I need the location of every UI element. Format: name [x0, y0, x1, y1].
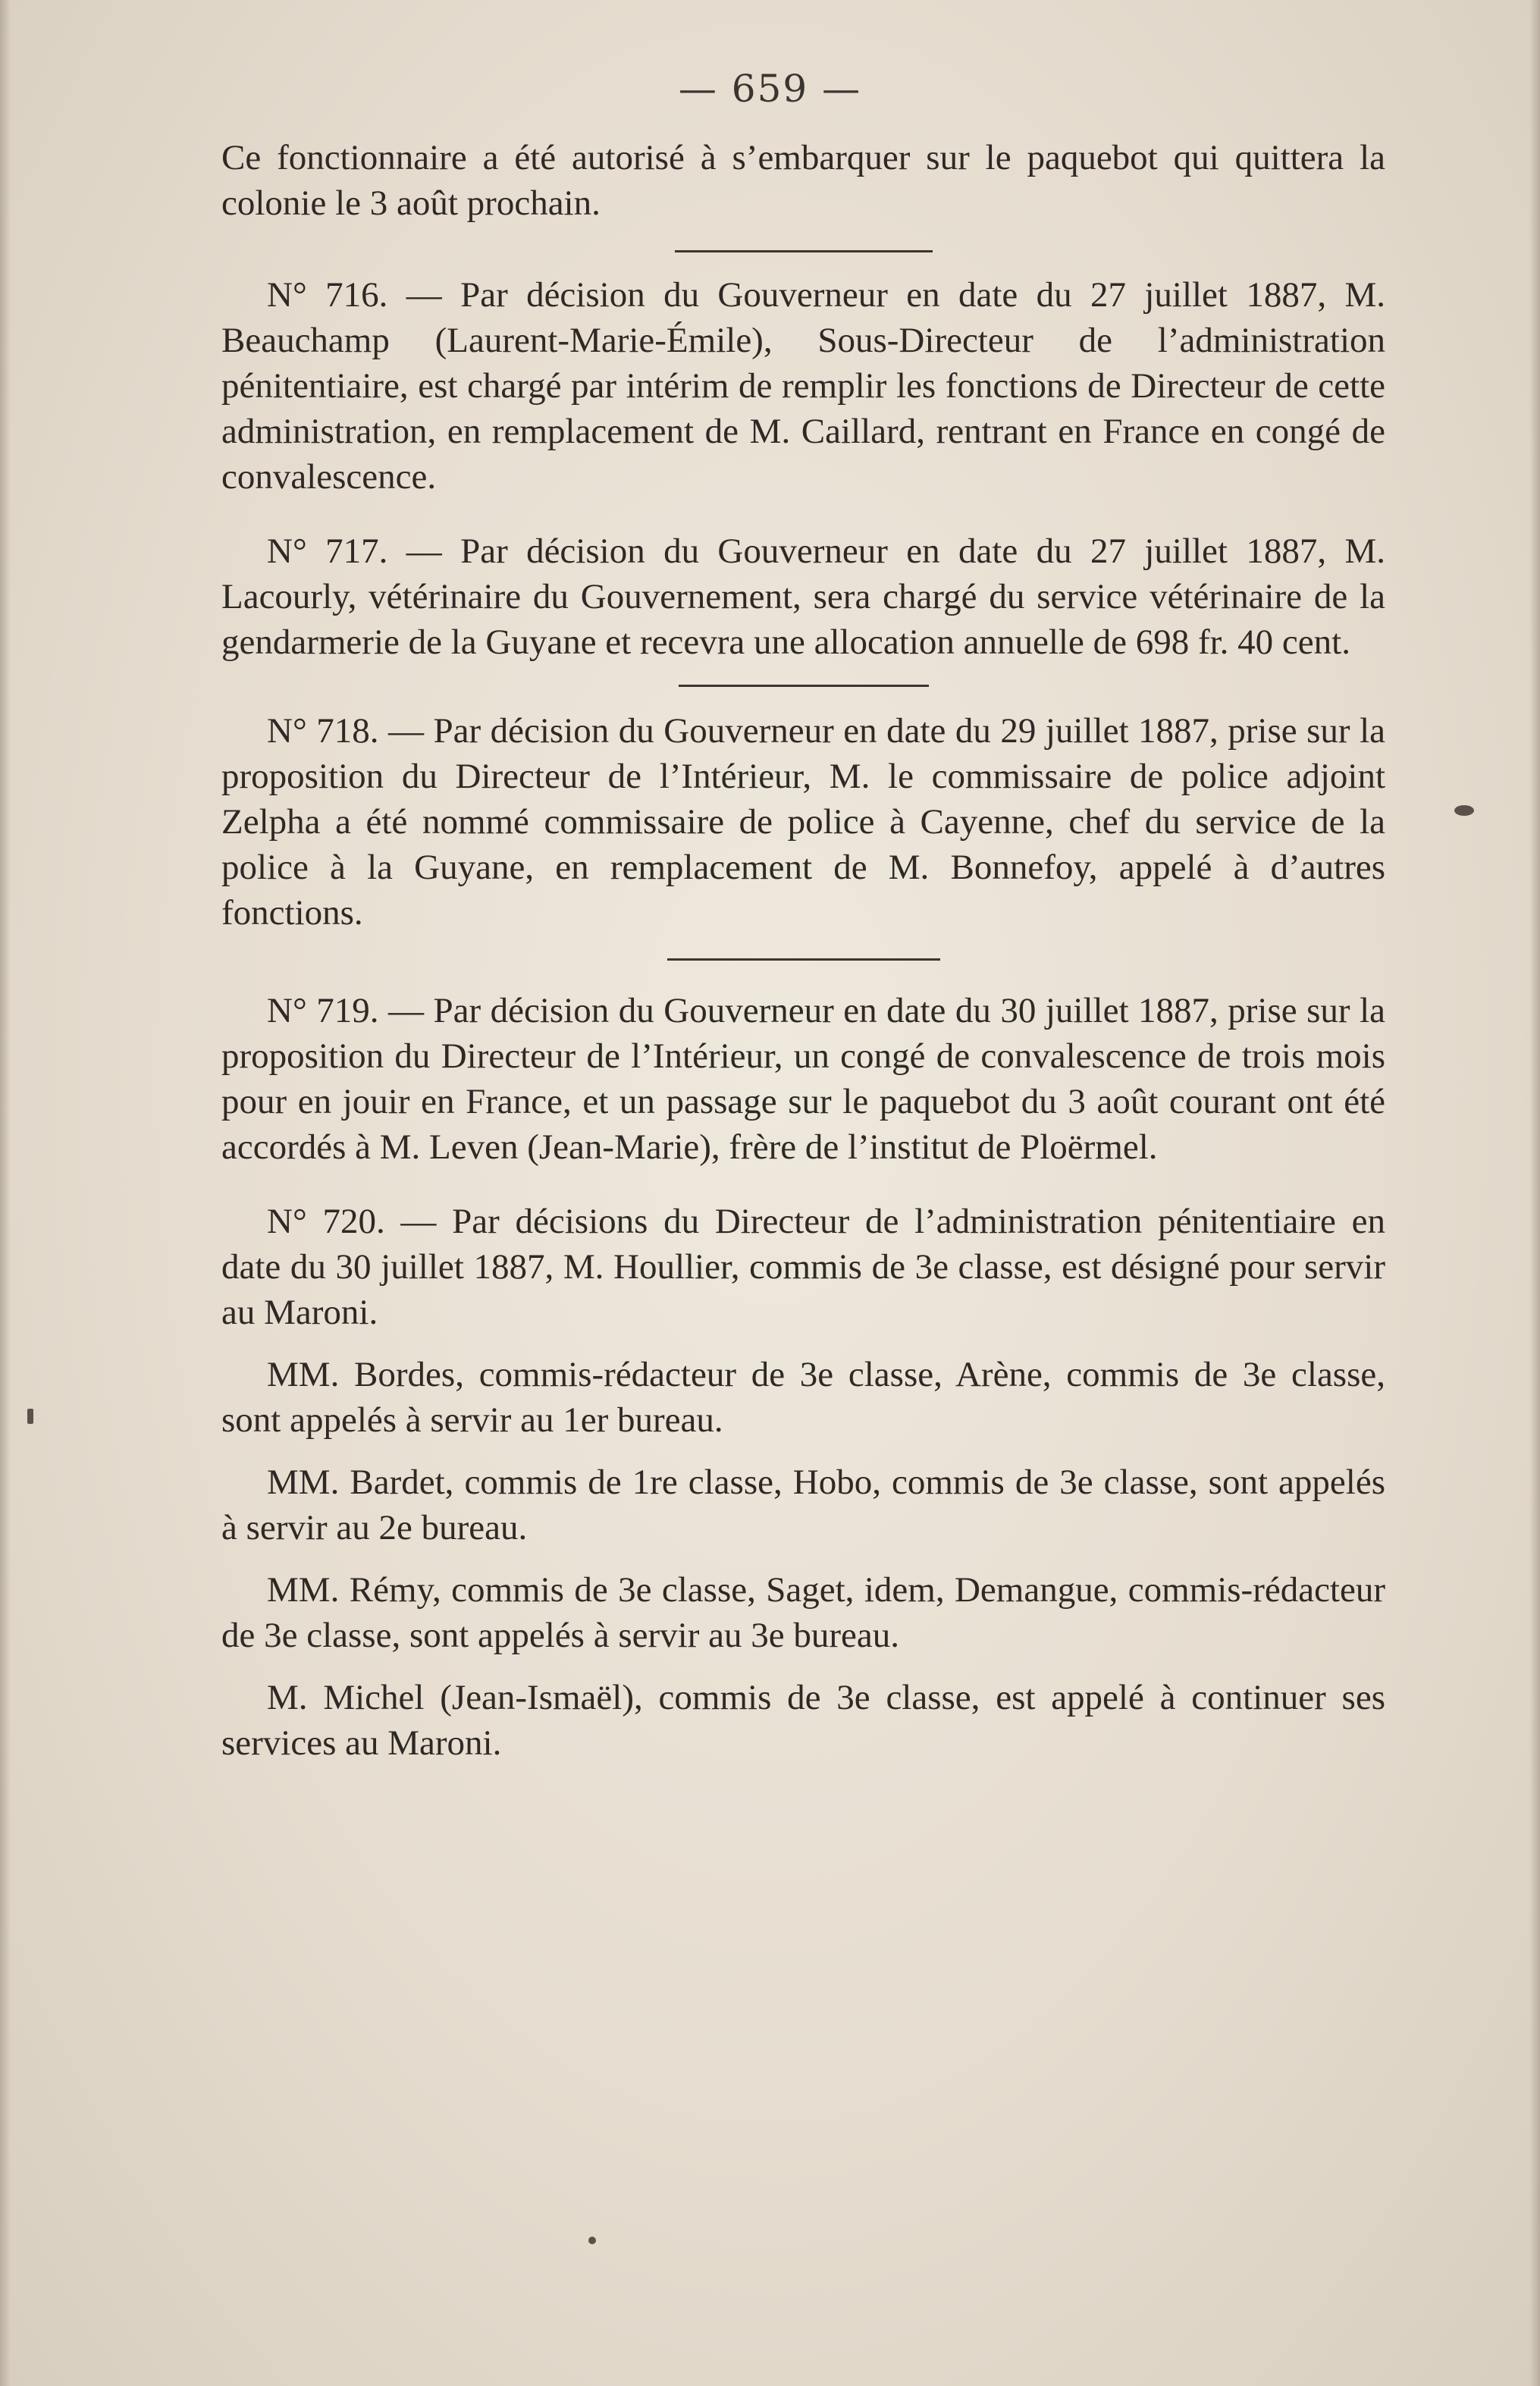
decision-720-bureau-3: MM. Rémy, commis de 3e classe, Saget, idem, Demangue, commis-rédacteur de 3e classe, sont appelés à servir au 3e bureau.	[221, 1570, 1385, 1655]
page-edge-right	[1529, 0, 1540, 2386]
text-column	[221, 135, 1385, 1766]
decision-718: N° 718. — Par décision du Gouverneur en date du 29 juillet 1887, prise sur la proposition du Directeur de l’Intérieur, M. le commissaire de police adjoint Zelpha a été nommé commissaire de police à Cayenne, chef du service de la police à la Guyane, en remplacement de M. Bonnefoy, appelé à d’autres fonctions.	[221, 711, 1385, 933]
ink-speck	[588, 2237, 596, 2244]
decision-716: N° 716. — Par décision du Gouverneur en date du 27 juillet 1887, M. Beauchamp (Laurent-Marie-Émile), Sous-Directeur de l’administration pénitentiaire, est chargé par intérim de remplir les fonctions de Directeur de cette administration, en remplacement de M. Caillard, rentrant en France en congé de convalescence.	[221, 275, 1385, 497]
separator-rule	[667, 958, 940, 961]
decision-720: N° 720. — Par décisions du Directeur de l’administration pénitentiaire en date du 30 juillet 1887, M. Houllier, commis de 3e classe, est désigné pour servir au Maroni.	[221, 1202, 1385, 1332]
decision-720-maroni: M. Michel (Jean-Ismaël), commis de 3e classe, est appelé à continuer ses services au Maroni.	[221, 1678, 1385, 1763]
decision-720-bureau-2: MM. Bardet, commis de 1re classe, Hobo, commis de 3e classe, sont appelés à servir au 2e bureau.	[221, 1463, 1385, 1547]
separator-rule	[679, 685, 929, 687]
ink-speck	[1454, 805, 1474, 816]
decision-719: N° 719. — Par décision du Gouverneur en date du 30 juillet 1887, prise sur la proposition du Directeur de l’Intérieur, un congé de convalescence de trois mois pour en jouir en France, et un passage sur le paquebot du 3 août courant ont été accordés à M. Leven (Jean-Marie), frère de l’institut de Ploërmel.	[221, 991, 1385, 1167]
ink-speck	[27, 1409, 33, 1424]
decision-720-bureau-1: MM. Bordes, commis-rédacteur de 3e classe, Arène, commis de 3e classe, sont appelés à servir au 1er bureau.	[221, 1355, 1385, 1440]
page-number: — 659 —	[678, 67, 862, 111]
separator-rule	[675, 250, 933, 252]
decision-717: N° 717. — Par décision du Gouverneur en date du 27 juillet 1887, M. Lacourly, vétérinaire du Gouvernement, sera chargé du service vétérinaire de la gendarmerie de la Guyane et recevra une allocation annuelle de 698 fr. 40 cent.	[221, 531, 1385, 662]
continuation-paragraph: Ce fonctionnaire a été autorisé à s’embarquer sur le paquebot qui quittera la colonie le 3 août prochain.	[221, 138, 1385, 223]
page-edge-left	[0, 0, 11, 2386]
